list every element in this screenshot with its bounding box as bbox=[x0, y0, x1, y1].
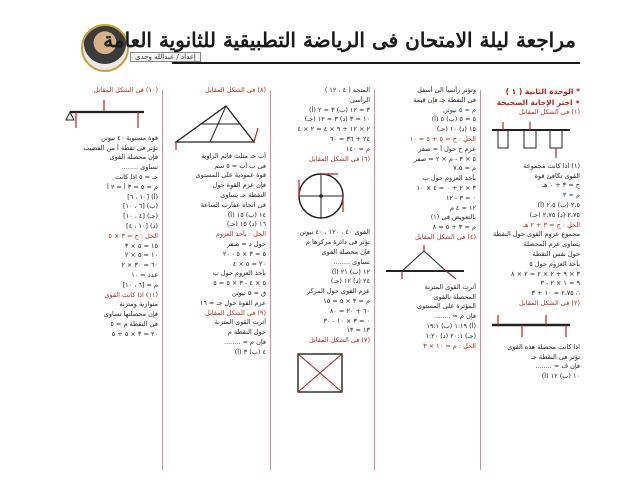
question-label: الحل : ح = ٥ + ٥ = ١٠ bbox=[409, 134, 476, 143]
text-line: ٢،٥ (ب) ٢،٥ (أ) bbox=[537, 200, 580, 209]
diagram-beam-3 bbox=[64, 98, 154, 132]
text-line: (جـ) [٤ ، ١٠] bbox=[123, 212, 158, 221]
text-line: عزم ح حول أ = صفر bbox=[418, 144, 476, 153]
text-line: م = [٦ ، ١٠] bbox=[122, 280, 158, 289]
text-line: ٥ = ٣ × ٥ - ٢٠ bbox=[222, 249, 266, 258]
text-line: بأخذ العزوم حول ب bbox=[422, 174, 476, 183]
text-line: المتجه ( ٤ ، ١٢ ) bbox=[324, 86, 370, 94]
diagram-triangle-forces bbox=[382, 245, 472, 281]
text-line: بأخذ العزوم حول ٥ bbox=[529, 259, 580, 268]
text-line: أثرت القوى المتزنة bbox=[214, 318, 266, 327]
text-line: ٥ × ٤ - ٣ × ٥ = ٥ bbox=[213, 279, 266, 288]
text-line: عزم القوة حول جـ = ١٦ bbox=[199, 298, 266, 307]
diagram-circle bbox=[278, 166, 366, 226]
text-line: متوازية ومتزنة bbox=[119, 300, 158, 309]
text-line: ٢،٧٥ (د) ٢،٧٥ (جـ) bbox=[529, 210, 580, 219]
text-line: المؤثرة على المستوى bbox=[416, 302, 476, 311]
worksheet-page bbox=[56, 18, 582, 476]
column-divider bbox=[480, 90, 481, 470]
text-line: (أ) ١:١٩ (ب) ١٩:١ bbox=[426, 321, 476, 330]
text-line: ٠ = ٣ × ١٠ - ٣٠ bbox=[323, 316, 370, 325]
text-line: ٢٠ = ٣ × ٥ + ٥ bbox=[111, 329, 158, 338]
diagram-square bbox=[278, 348, 366, 398]
text-line: م = ٧،٥ bbox=[453, 164, 476, 173]
column-4 bbox=[166, 86, 266, 474]
text-line: قوة مستوية ٤٠ نيوتن bbox=[101, 133, 158, 142]
text-line: فإن عزم القوة حول bbox=[212, 181, 266, 190]
question-label: (٩) فى الشكل المقابل bbox=[205, 308, 266, 317]
question-label: الحل : ح = ٣ + ٢ هـ bbox=[522, 220, 580, 229]
text-line: ٠ = ٣ - ١٢ bbox=[445, 193, 476, 202]
text-line: قوة عمودية على المستوى bbox=[195, 171, 266, 180]
section-heading: • اختر الإجابة الصحيحة bbox=[496, 98, 580, 107]
text-line: (جـ) ٢٠:١ (د) ١:٢٠ bbox=[425, 331, 476, 340]
text-line: فإن محصلة القوى bbox=[109, 153, 158, 162]
section-heading: * الوحدة الثانية ( ١ ) bbox=[505, 87, 580, 96]
text-line: ٣ = ١٢ (ب) ٣ = ٢ (أ) bbox=[309, 105, 370, 114]
text-line: م = ٥ = ٣ أ = ٢ أ bbox=[106, 182, 158, 191]
text-line: فى النقطة م = ٥ bbox=[110, 319, 158, 328]
text-line: جـ = ٥ اذا كانت bbox=[115, 172, 158, 181]
text-line: تؤثر فى النقطة جـ bbox=[530, 352, 580, 361]
text-line: ١٥ (د) ١٠ (جـ) bbox=[436, 125, 476, 134]
text-line: تساوى ........ bbox=[121, 163, 158, 172]
column-divider bbox=[374, 90, 375, 470]
text-line: عدد = ١٠ bbox=[131, 270, 158, 279]
text-line: أثرت القوى المتزنة bbox=[424, 282, 476, 291]
column-divider bbox=[162, 90, 163, 470]
question-label: (١١) اذا كانت القوى bbox=[104, 290, 158, 299]
title-underline bbox=[172, 62, 580, 64]
text-line: القوى تكافئ قوة bbox=[534, 171, 580, 180]
text-line: مجموع عزوم القوى حول النقطة bbox=[492, 230, 580, 239]
text-line: فإن محصلة القوى bbox=[321, 247, 370, 256]
text-line: ٣ × ٩ + ٢ × ٢ = ٢ × ٨ bbox=[511, 269, 580, 278]
diagram-frame-beam bbox=[488, 120, 576, 160]
text-line: م = ٣ bbox=[562, 191, 580, 200]
text-line: ٢ × ١٢ + ٩ × ٤ = ٢ × ٤ bbox=[297, 125, 370, 134]
text-line: ١٣ = ١٣ bbox=[346, 326, 370, 335]
text-line: القوى ٤٠ ، ١٢٠ ، ٤٠ نيوتن bbox=[299, 228, 370, 237]
text-line: ح = ٣ + ٠ هـ bbox=[542, 181, 580, 190]
text-line: (أ) [١٠ ، ٦] bbox=[127, 192, 158, 201]
question-label: (٦) فى الشكل المقابل bbox=[309, 154, 370, 163]
text-line: ٩ = ١ × ٢ - ٣ bbox=[540, 279, 580, 288]
column-2 bbox=[378, 86, 476, 474]
author-name: إعداد / عبدالله وجدى bbox=[130, 52, 201, 62]
text-line: بالتعويض فى (١) bbox=[430, 213, 476, 222]
text-line: حول نفس النقطة bbox=[532, 249, 580, 258]
text-line: ٢٠ = ٥ × ٤ bbox=[232, 259, 266, 268]
text-line: ٢٤ (د) ١٢ (جـ) bbox=[330, 277, 370, 286]
text-line: ١٦ (د) ١٥ (جـ) bbox=[226, 220, 266, 229]
text-line: أب جـ مثلث قائم الزاوية bbox=[201, 151, 266, 160]
text-line: تؤثر فى نقطة أ من القضيب bbox=[83, 143, 158, 152]
column-5 bbox=[60, 86, 158, 474]
text-line: فإن ف = ........ bbox=[535, 362, 580, 371]
text-line: حول د = صفر bbox=[226, 239, 266, 248]
text-line: ∴ ٢،٧٥ = ١٠ + ٣ bbox=[531, 289, 580, 298]
question-label: (٤) فى الشكل المقابل bbox=[415, 232, 476, 241]
text-line: حول النقطة م bbox=[227, 328, 266, 337]
text-line: تساوى ........ bbox=[333, 257, 370, 266]
column-1 bbox=[484, 86, 580, 474]
text-line: (د) [١٠ ، ٤] bbox=[126, 221, 158, 230]
question-label: (١٠) فى الشكل المقابل bbox=[93, 86, 158, 94]
text-line: ١٤ (ب) ١٥ (أ) bbox=[227, 210, 266, 219]
diagram-beam-2 bbox=[488, 311, 576, 341]
question-label: الحل : ح = ٣ × ٥ bbox=[108, 231, 158, 240]
question-label: (٨) فى الشكل المقابل bbox=[205, 86, 266, 94]
text-line: ١٥ = ٥ × ٣ bbox=[124, 241, 158, 250]
text-line: ٥ = ٥ (ب) ٥ (أ) bbox=[431, 115, 476, 124]
text-line: (١) اذا كانت مجموعة bbox=[523, 161, 580, 170]
page-header bbox=[56, 18, 582, 80]
text-line: ١٠ = ٣ (د) ٣ = ١٢ (جـ) bbox=[304, 115, 370, 124]
text-line: م = ٥ نيوتن bbox=[442, 105, 476, 114]
text-line: فإن محصلتها تساوى bbox=[103, 310, 158, 319]
text-line: الرأسى bbox=[349, 95, 370, 104]
text-line: عزم القوى حول المركز bbox=[306, 287, 370, 296]
text-line: فإن م = ........ bbox=[433, 312, 476, 321]
text-line: النقطة جـ يساوى bbox=[220, 190, 266, 199]
text-line: المحصلة بالقوى bbox=[433, 292, 476, 301]
column-divider bbox=[270, 90, 271, 470]
text-line: فإن م = ........ bbox=[223, 337, 266, 346]
text-line: ٦٠ = ٣٠ × ٢ bbox=[121, 261, 158, 270]
text-line: بأخذ العزوم حول ب bbox=[212, 269, 266, 278]
text-line: فى اتجاه عقارب الساعة bbox=[200, 200, 266, 209]
text-line: فى النقطة جـ فإن قيمة bbox=[413, 95, 476, 104]
text-line: يساوى عزم المحصلة bbox=[523, 240, 580, 249]
question-label: الحل : م = ١٠ × ٣ bbox=[423, 341, 476, 350]
question-label: (٢) فى الشكل المقابل bbox=[519, 298, 580, 307]
text-line: ٢٤ + ٣٦ = ٦٠ bbox=[329, 134, 370, 143]
diagram-truss bbox=[170, 98, 262, 150]
text-line: ١٠ = ٥ × ٢ bbox=[124, 251, 158, 260]
text-line: ١٠ (ب) ١٢ (أ) bbox=[541, 372, 580, 381]
column-3 bbox=[274, 86, 370, 474]
text-line: ٦٠ + ٢٠ = ٨٠ bbox=[329, 306, 370, 315]
text-line: ٣ × ٢ + ٠ = ٤ × ١٠ bbox=[416, 183, 476, 192]
question-label: (١) فى الشكل المقابل bbox=[519, 108, 580, 116]
text-line: اذا كانت محصلة هذه القوى bbox=[507, 342, 580, 351]
question-label: (٧) فى الشكل المقابل bbox=[309, 336, 370, 345]
text-line: ٥ × ٣ - م × ٢ = صفر bbox=[413, 154, 476, 163]
text-line: م = ١٤٠ bbox=[345, 144, 370, 153]
text-line: تؤثر فى دائرة مركزها م bbox=[305, 238, 370, 247]
text-line: (ب) [٦ ، ١٠] bbox=[122, 202, 158, 211]
text-line: ٤ (ب) ٣ (أ) bbox=[234, 347, 266, 356]
page-title: مراجعة ليلة الامتحان فى الرياضة التطبيقية للثانوية العامة bbox=[103, 28, 576, 52]
text-line: م = ٣ × ٥ = ١٥ bbox=[323, 296, 370, 305]
question-label: الحل : بأخذ العزوم bbox=[215, 230, 266, 239]
text-line: فى ب أب = ٥ سم bbox=[214, 161, 266, 170]
text-line: ١٢ = ٤ م bbox=[449, 203, 476, 212]
text-line: م = ٣ + ٥ = ٨ bbox=[432, 223, 476, 232]
text-line: ق = ٥ نيوتن bbox=[231, 288, 266, 297]
text-line: ١٢ (ب) ٢١ (أ) bbox=[331, 267, 370, 276]
text-line: وتؤثر رأسياً الى أسفل bbox=[417, 86, 476, 94]
